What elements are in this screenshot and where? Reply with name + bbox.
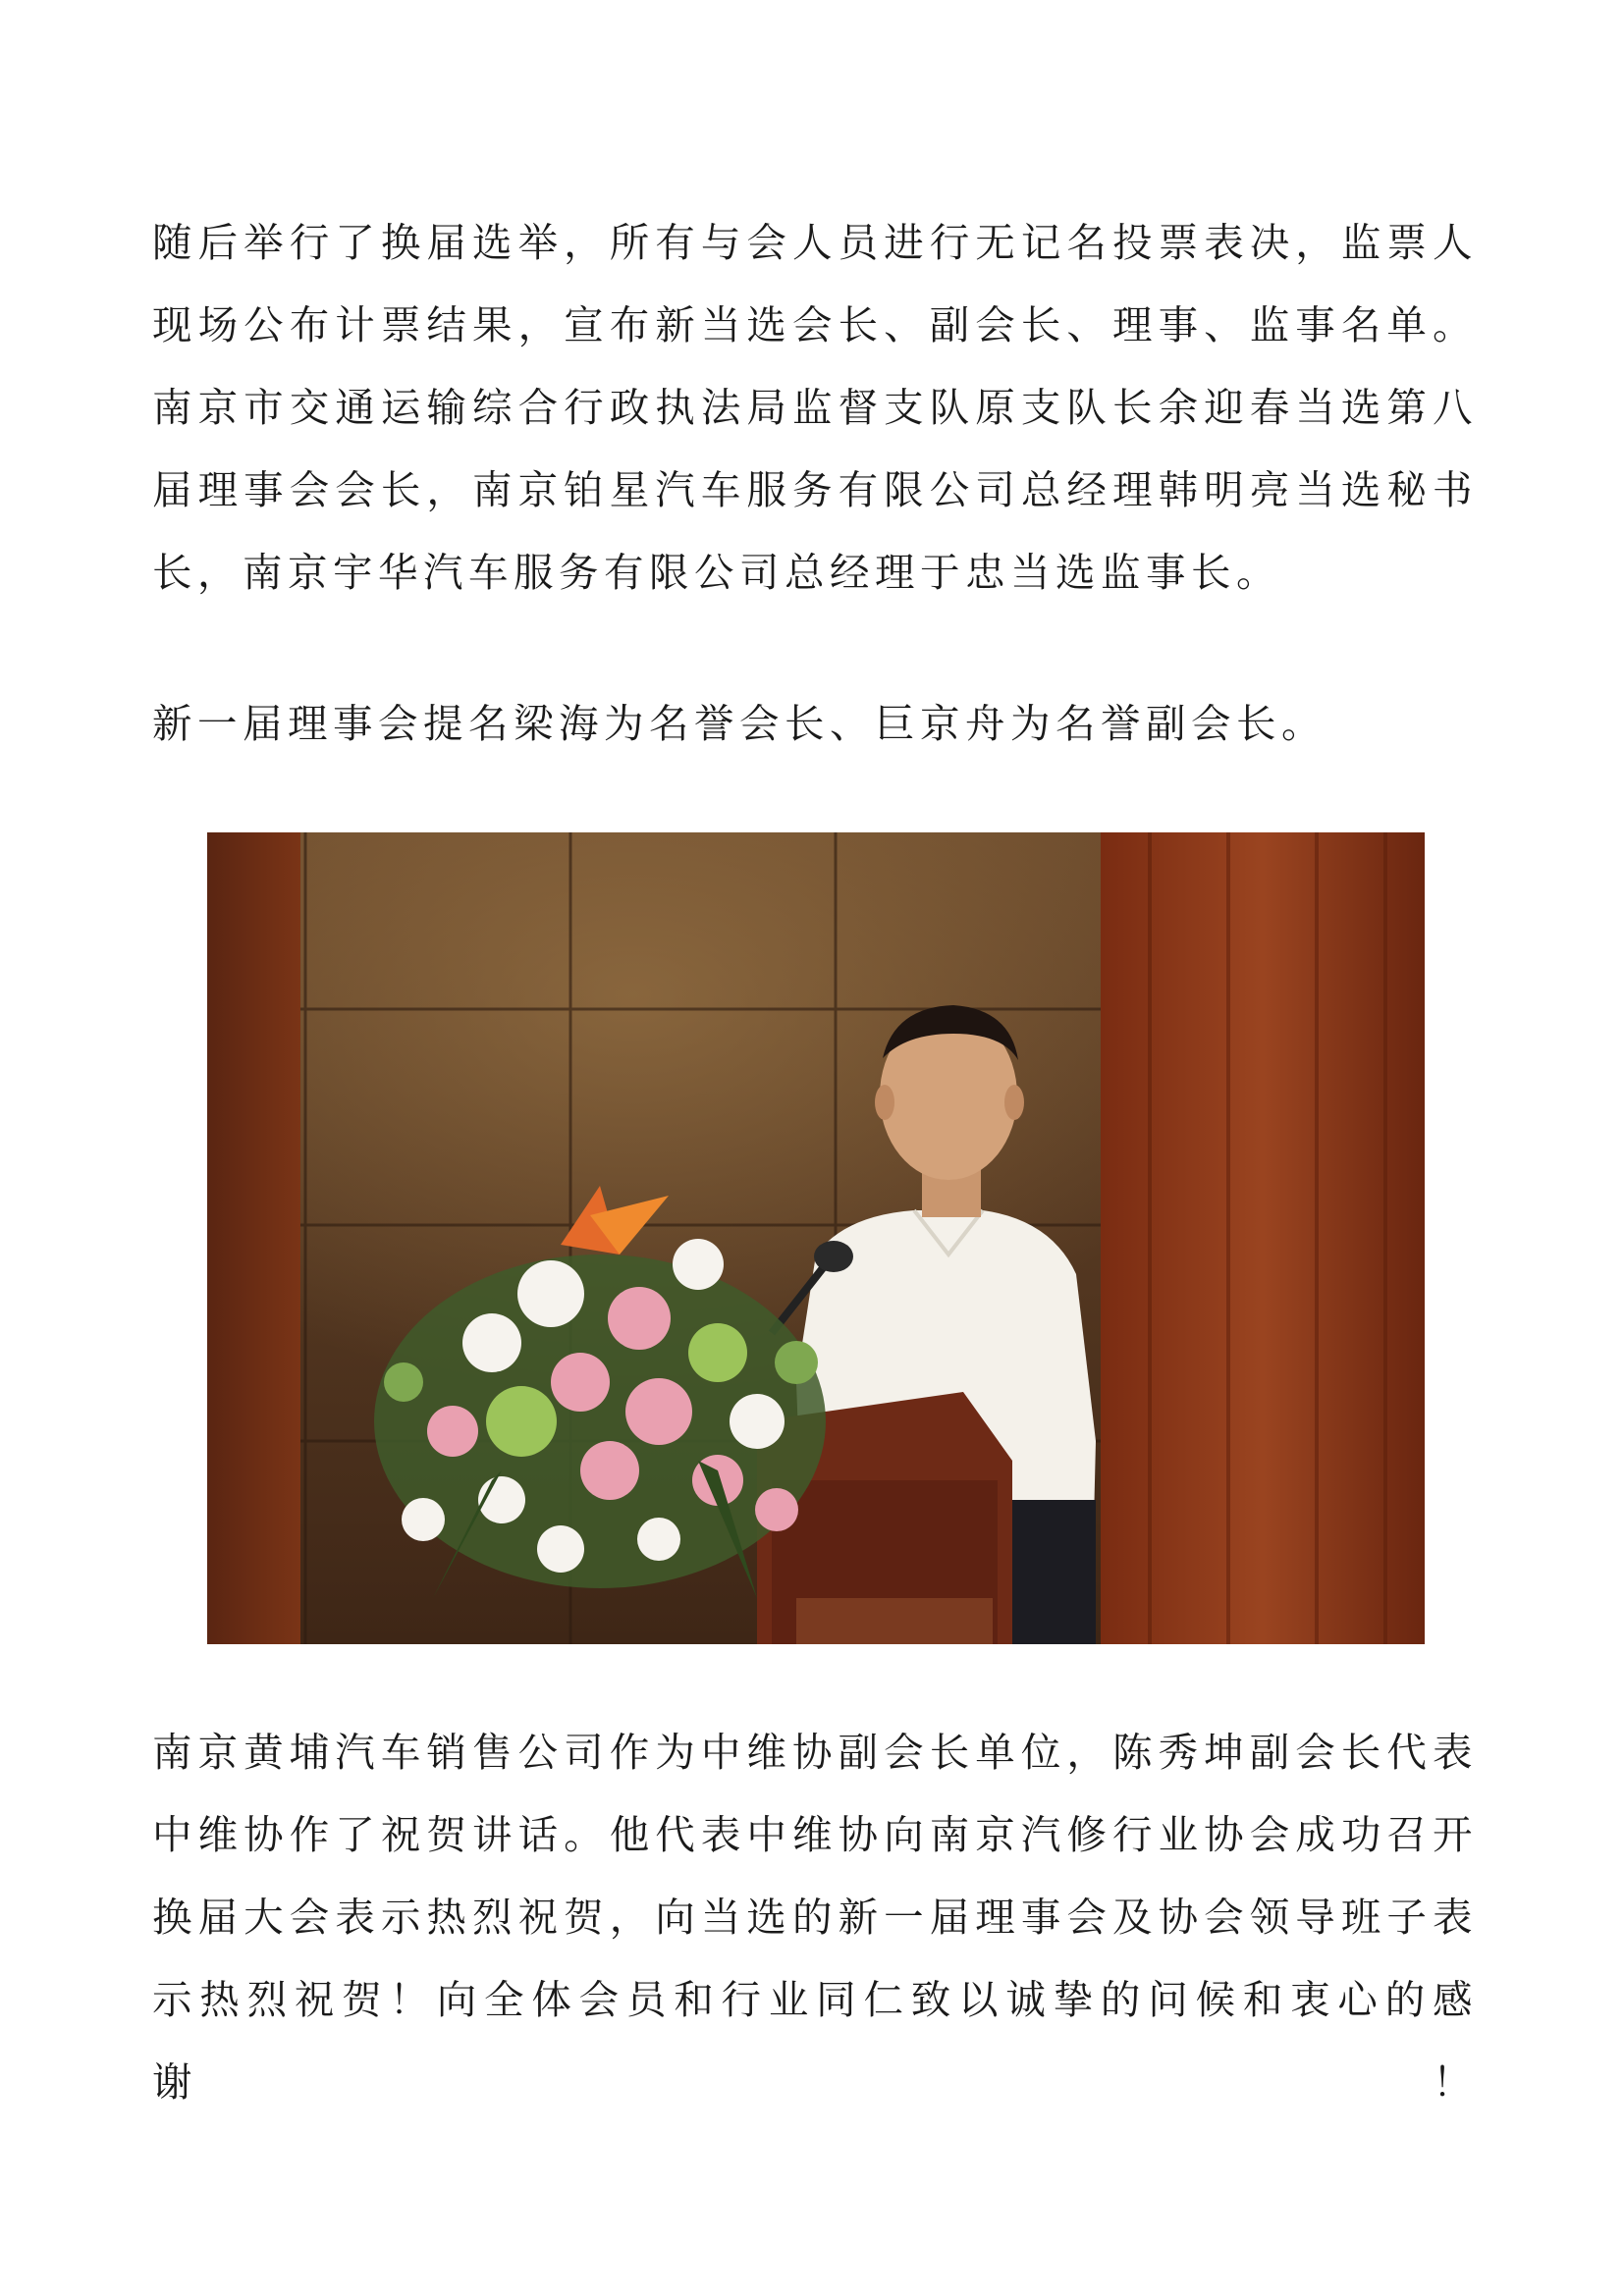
speaker-photo xyxy=(207,832,1425,1644)
text-line: 示热烈祝贺！向全体会员和行业同仁致以诚挚的问候和衷心的感谢！ xyxy=(152,1976,1478,2106)
text-line: 长，南京宇华汽车服务有限公司总经理于忠当选监事长。 xyxy=(152,549,1281,596)
text-line: 现场公布计票结果，宣布新当选会长、副会长、理事、监事名单。 xyxy=(152,301,1478,348)
text-line: 南京市交通运输综合行政执法局监督支队原支队长余迎春当选第八 xyxy=(152,384,1478,431)
paragraph-election xyxy=(152,201,1478,614)
text-line: 新一届理事会提名梁海为名誉会长、巨京舟为名誉副会长。 xyxy=(152,700,1326,747)
text-line: 南京黄埔汽车销售公司作为中维协副会长单位，陈秀坤副会长代表 xyxy=(152,1729,1478,1776)
text-line: 中维协作了祝贺讲话。他代表中维协向南京汽修行业协会成功召开 xyxy=(152,1811,1478,1858)
text-line: 随后举行了换届选举，所有与会人员进行无记名投票表决，监票人 xyxy=(152,219,1478,266)
paragraph-congratulation xyxy=(152,1711,1478,2123)
text-line: 届理事会会长，南京铂星汽车服务有限公司总经理韩明亮当选秘书 xyxy=(152,466,1478,513)
text-line: 换届大会表示热烈祝贺，向当选的新一届理事会及协会领导班子表 xyxy=(152,1894,1478,1941)
paragraph-honorary xyxy=(152,682,1478,765)
